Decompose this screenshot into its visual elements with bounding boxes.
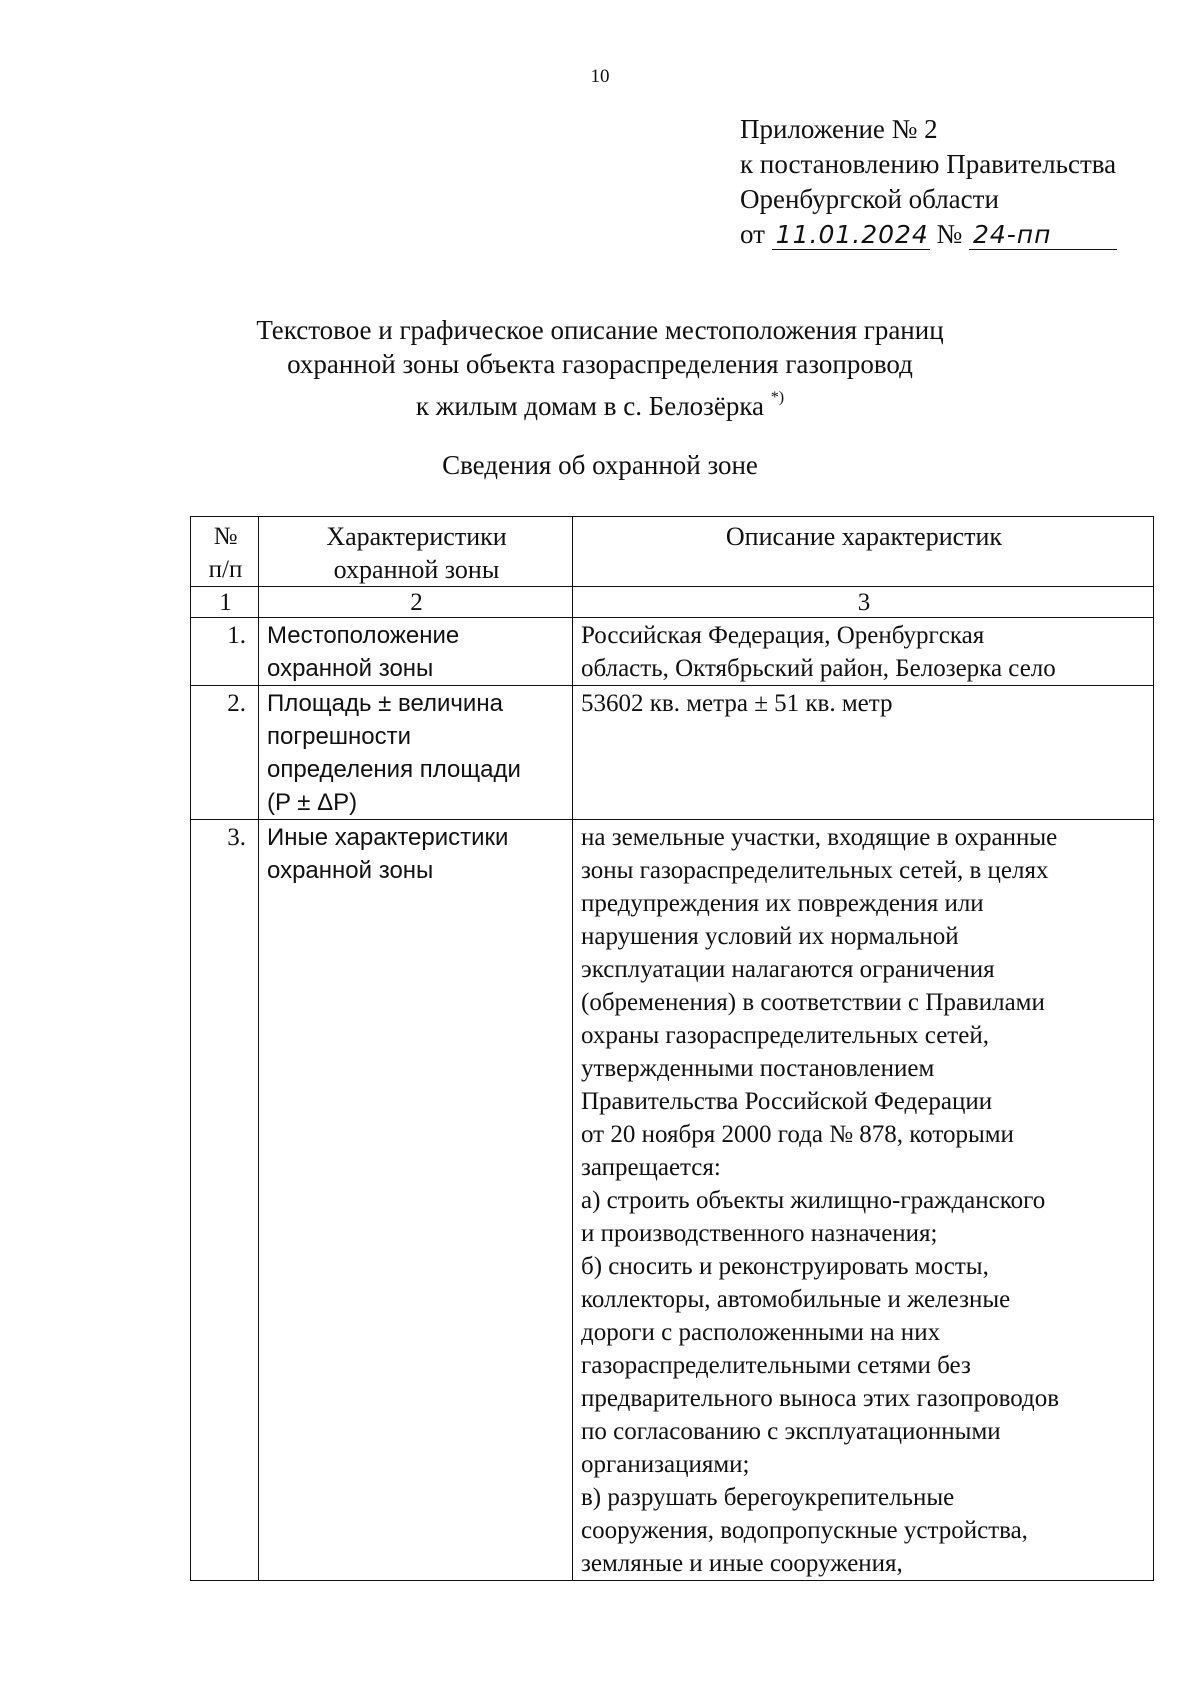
date-prefix: от — [740, 219, 765, 249]
table-row — [191, 820, 1154, 1581]
footnote-mark: *) — [770, 389, 785, 406]
annex-line-region: Оренбургской области — [740, 184, 999, 214]
handwritten-number: 24-пп — [969, 221, 1117, 250]
document-title — [0, 313, 1200, 423]
header-characteristics: Характеристики охранной зоны — [259, 517, 573, 587]
annex-title: Приложение № 2 — [740, 114, 938, 144]
header-number: № п/п — [191, 517, 259, 587]
row-value: Российская Федерация, Оренбургская область, Октябрьский район, Белозерка село — [573, 618, 1154, 686]
table-header-row — [191, 517, 1154, 587]
row-label: Площадь ± величина погрешности определения площади (P ± ΔP) — [259, 686, 573, 820]
zone-info-table — [190, 516, 1154, 1581]
column-number: 3 — [573, 587, 1154, 618]
column-number-row — [191, 587, 1154, 618]
number-prefix: № — [936, 219, 963, 249]
page-number: 10 — [590, 66, 610, 87]
title-line-3-text: к жилым домам в с. Белозёрка — [415, 391, 765, 421]
handwritten-date: 11.01.2024 — [772, 221, 930, 250]
header-description: Описание характеристик — [573, 517, 1154, 587]
annex-date-line — [740, 217, 1117, 252]
column-number: 2 — [259, 587, 573, 618]
annex-header — [740, 112, 1117, 252]
table-row — [191, 686, 1154, 820]
row-label: Иные характеристики охранной зоны — [259, 820, 573, 1581]
table-row — [191, 618, 1154, 686]
title-line-3 — [0, 381, 1200, 423]
row-value: на земельные участки, входящие в охранные зоны газораспределительных сетей, в целях предупреждения их повреждения или нарушения условий их нормальной эксплуатации налагаются ограничения (обременения) в соответствии с Правилами охраны газораспределительных сетей, утвержденными постановлением Правительства Российской Федерации от 20 ноября 2000 года № 878, которыми запрещается: а) строить объекты жилищно-гражданского и производственного назначения; б) сносить и реконструировать мосты, коллекторы, автомобильные и железные дороги с расположенными на них газораспределительными сетями без предварительного выноса этих газопроводов по согласованию с эксплуатационными организациями; в) разрушать берегоукрепительные сооружения, водопропускные устройства, земляные и иные сооружения, — [573, 820, 1154, 1581]
row-number: 1. — [191, 618, 259, 686]
row-number: 3. — [191, 820, 259, 1581]
section-subtitle: Сведения об охранной зоне — [442, 450, 758, 480]
annex-line-resolution: к постановлению Правительства — [740, 149, 1117, 179]
row-value: 53602 кв. метра ± 51 кв. метр — [573, 686, 1154, 820]
row-number: 2. — [191, 686, 259, 820]
row-label: Местоположение охранной зоны — [259, 618, 573, 686]
title-line-2: охранной зоны объекта газораспределения газопровод — [287, 349, 913, 379]
column-number: 1 — [191, 587, 259, 618]
title-line-1: Текстовое и графическое описание местоположения границ — [256, 315, 944, 345]
